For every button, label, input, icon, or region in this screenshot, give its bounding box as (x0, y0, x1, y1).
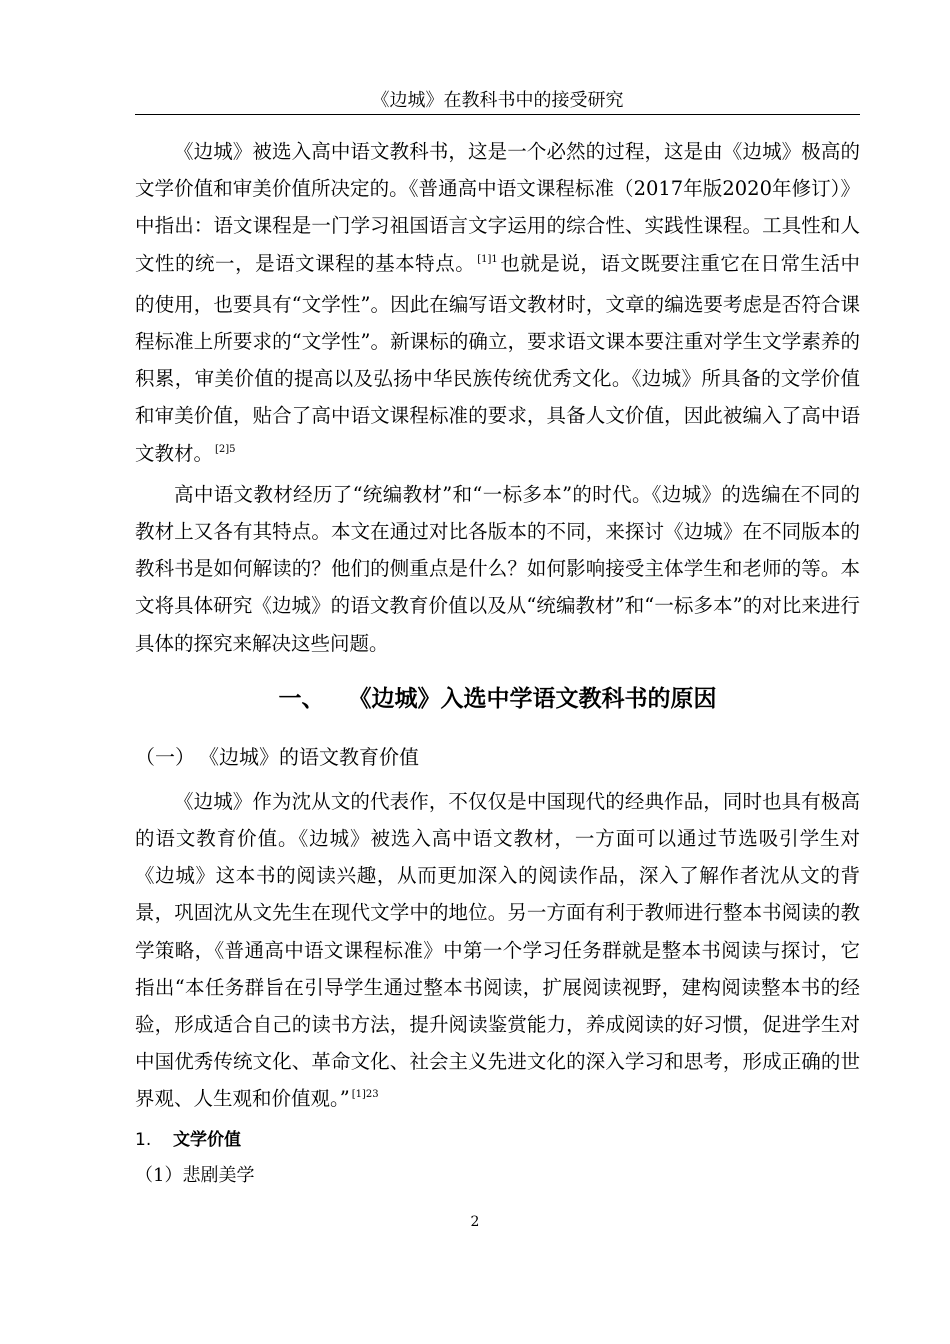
chapter-heading-text: 《边城》入选中学语文教科书的原因 (348, 685, 717, 712)
paragraph-1-text-a: 《边城》被选入高中语文教科书，这是一个必然的过程，这是由《边城》极高的文学价值和审美价值所决定的。《普通高中语文课程标准（2017年版2020年修订）》中指出：语文课程是一门学习祖国语言文字运用的综合性、实践性课程。工具性和人文性的统一，是语文课程的基本特点。 (135, 140, 860, 275)
chapter-heading (135, 673, 860, 725)
citation-ref: [2]5 (215, 443, 236, 455)
paragraph-3 (135, 783, 860, 1122)
chapter-heading-number: 一、 (278, 685, 325, 712)
running-header: 《边城》在教科书中的接受研究 (371, 90, 624, 111)
citation-ref: [1]23 (351, 1089, 379, 1101)
paragraph-3-text: 《边城》作为沈从文的代表作，不仅仅是中国现代的经典作品，同时也具有极高的语文教育价值。《边城》被选入高中语文教材，一方面可以通过节选吸引学生对《边城》这本书的阅读兴趣，从而更加深入的阅读作品，深入了解作者沈从文的背景，巩固沈从文先生在现代文学中的地位。另一方面有利于教师进行整本书阅读的教学策略，《普通高中语文课程标准》中第一个学习任务群就是整本书阅读与探讨，它指出“本任务群旨在引导学生通过整本书阅读，扩展阅读视野，建构阅读整本书的经验，形成适合自己的读书方法，提升阅读鉴赏能力，养成阅读的好习惯，促进学生对中国优秀传统文化、革命文化、社会主义先进文化的深入学习和思考，形成正确的世界观、人生观和价值观。” (135, 789, 860, 1111)
paragraph-1 (135, 133, 860, 476)
subsection-heading-number: 1. (135, 1129, 152, 1150)
paragraph-1-text-b: 也就是说，语文既要注重它在日常生活中的使用，也要具有“文学性”。因此在编写语文教材时，文章的编选要考虑是否符合课程标准上所要求的“文学性”。新课标的确立，要求语文课本要注重对学生文学素养的积累，审美价值的提高以及弘扬中华民族传统优秀文化。《边城》所具备的文学价值和审美价值，贴合了高中语文课程标准的要求，具备人文价值，因此被编入了高中语文教材。 (135, 251, 860, 465)
paragraph-2: 高中语文教材经历了“统编教材”和“一标多本”的时代。《边城》的选编在不同的教材上又各有其特点。本文在通过对比各版本的不同，来探讨《边城》在不同版本的教科书是如何解读的？他们的侧重点是什么？如何影响接受主体学生和老师的等。本文将具体研究《边城》的语文教育价值以及从“统编教材”和“一标多本”的对比来进行具体的探究来解决这些问题。 (135, 482, 860, 655)
citation-ref: [1]1 (477, 253, 498, 265)
page-body (135, 133, 860, 1194)
sub-subsection-heading: （1）悲剧美学 (135, 1164, 255, 1186)
section-heading-number: （一） (135, 744, 195, 769)
subsection-heading-text: 文学价值 (173, 1129, 241, 1150)
section-heading (135, 731, 860, 783)
page-number: 2 (470, 1214, 480, 1230)
header-rule (135, 114, 860, 115)
section-heading-text: 《边城》的语文教育价值 (199, 744, 419, 769)
subsection-heading (135, 1122, 860, 1158)
